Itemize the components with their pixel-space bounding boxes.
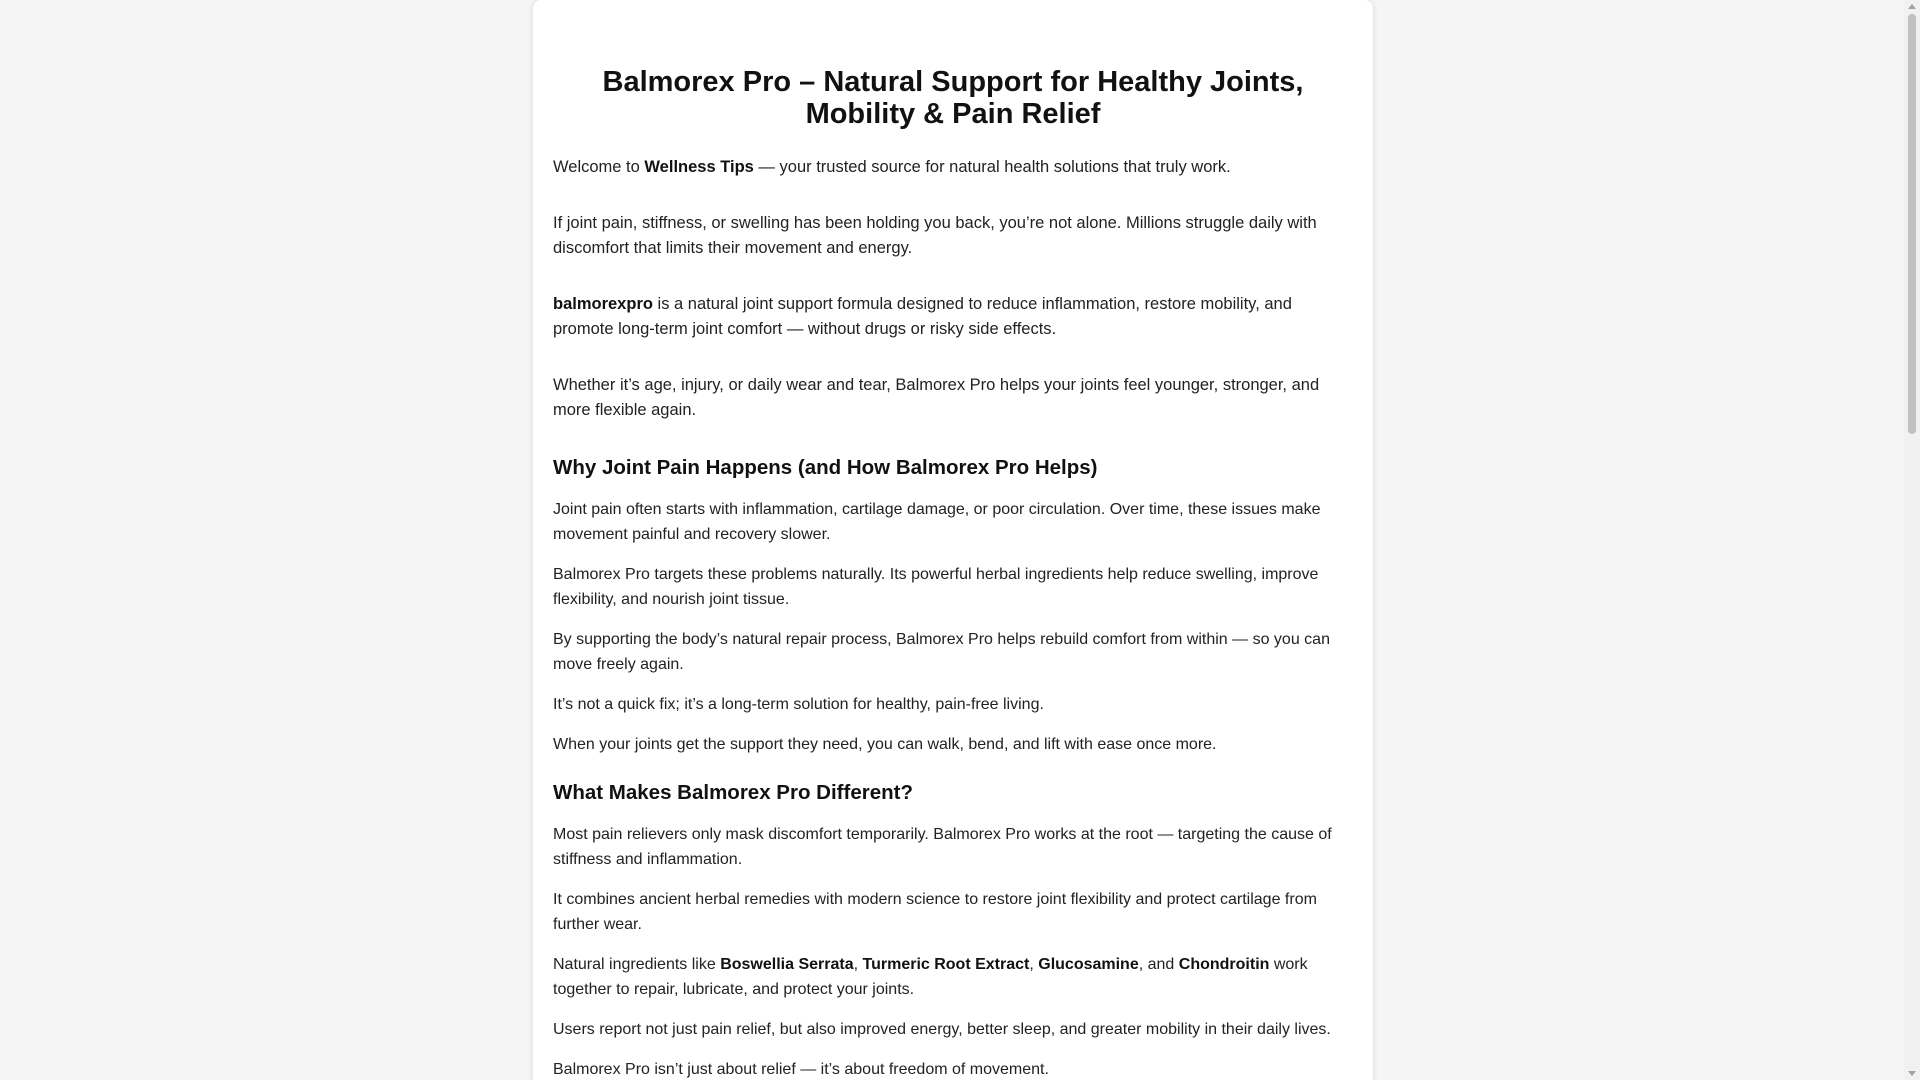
paragraph [553,155,1353,180]
text-segment: If joint pain, stiffness, or swelling has been holding you back, you’re not alone. Millions struggle daily with discomfort that limits their movement and energy. [553,214,1317,257]
paragraph [553,887,1353,937]
bold-text: Chondroitin [1178,956,1270,973]
text-segment: Natural ingredients like [553,956,721,973]
text-segment: Welcome to [553,158,645,176]
intro-block [553,155,1353,423]
article-sections [553,454,1353,1080]
text-segment: When your joints get the support they need, you can walk, bend, and lift with ease once more. [553,736,1217,753]
paragraph [553,562,1353,612]
text-segment: is a natural joint support formula designed to reduce inflammation, restore mobility, and promote long-term joint comfort — without drugs or risky side effects. [553,295,1292,338]
scroll-down-arrow-icon[interactable] [1908,1071,1916,1076]
text-segment: Users report not just pain relief, but also improved energy, better sleep, and greater mobility in their daily lives. [553,1021,1331,1038]
bold-text: balmorexpro [553,295,653,313]
text-segment: Whether it’s age, injury, or daily wear and tear, Balmorex Pro helps your joints feel younger, stronger, and more flexible again. [553,376,1320,419]
paragraph [553,1057,1353,1080]
text-segment: work together to repair, lubricate, and protect your joints. [553,956,1308,998]
bold-text: Wellness Tips [644,158,754,176]
vertical-scrollbar[interactable] [1904,0,1920,1080]
paragraph [553,1017,1353,1042]
text-segment: It combines ancient herbal remedies with modern science to restore joint flexibility and protect cartilage from further wear. [553,891,1317,933]
section-heading: What Makes Balmorex Pro Different? [553,781,913,804]
text-segment: Joint pain often starts with inflammation, cartilage damage, or poor circulation. Over time, these issues make movement painful and recovery slower. [553,501,1321,543]
paragraph [553,732,1353,757]
section-heading: Why Joint Pain Happens (and How Balmorex Pro Helps) [553,456,1098,479]
article-section [553,779,1353,1080]
paragraph [553,497,1353,547]
article-card [533,0,1373,1080]
paragraph [553,373,1353,423]
text-segment: It’s not a quick fix; it’s a long-term solution for healthy, pain-free living. [553,696,1044,713]
bold-text: Boswellia Serrata [720,956,854,973]
bold-text: Glucosamine [1038,956,1139,973]
bold-text: Turmeric Root Extract [862,956,1030,973]
paragraph [553,292,1353,342]
scroll-up-arrow-icon[interactable] [1908,4,1916,9]
paragraph [553,692,1353,717]
text-segment: , [853,956,863,973]
paragraph [553,822,1353,872]
article-section [553,454,1353,757]
scrollbar-thumb[interactable] [1908,14,1916,434]
text-segment: Balmorex Pro targets these problems naturally. Its powerful herbal ingredients help reduce swelling, improve flexibility, and nourish joint tissue. [553,566,1319,608]
text-segment: , [1029,956,1039,973]
paragraph [553,952,1353,1002]
text-segment: By supporting the body’s natural repair process, Balmorex Pro helps rebuild comfort from within — so you can move freely again. [553,631,1330,673]
paragraph [553,627,1353,677]
text-segment: Most pain relievers only mask discomfort temporarily. Balmorex Pro works at the root — targeting the cause of stiffness and inflammation. [553,826,1332,868]
paragraph [553,211,1353,261]
text-segment: , and [1138,956,1179,973]
text-segment: Balmorex Pro isn’t just about relief — it’s about freedom of movement. [553,1061,1049,1078]
text-segment: — your trusted source for natural health solutions that truly work. [753,158,1231,176]
page-title: Balmorex Pro – Natural Support for Healthy Joints, Mobility & Pain Relief [602,66,1304,130]
